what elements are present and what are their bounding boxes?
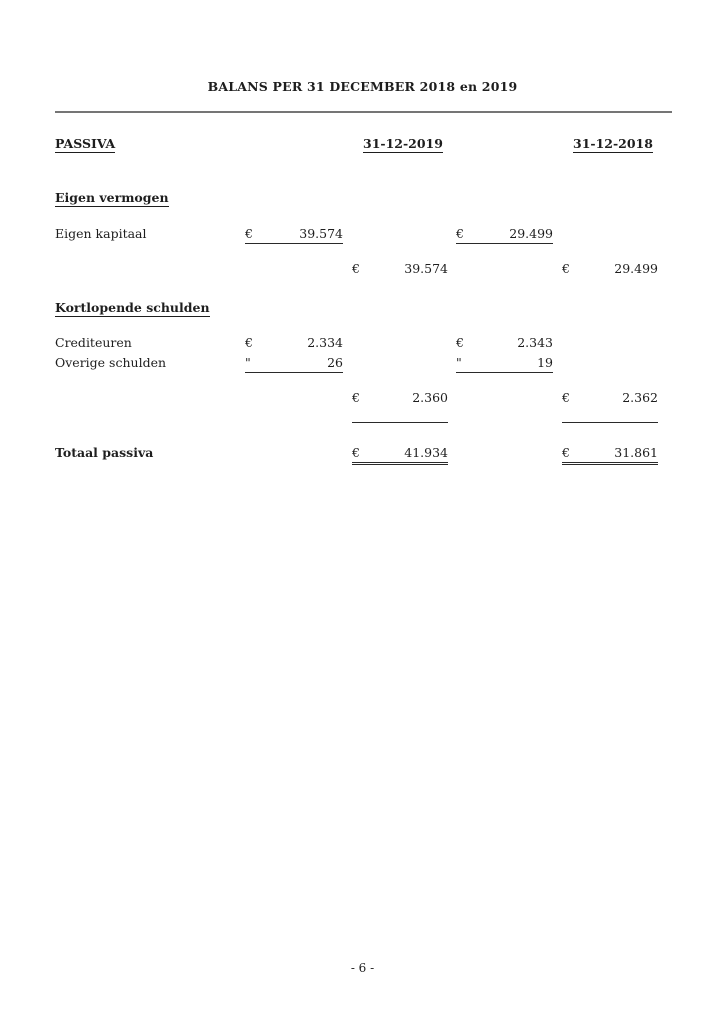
amount-value: 2.343 [517,335,553,350]
amount-value: 39.574 [404,261,448,276]
amount-value: 29.499 [509,226,553,241]
currency-symbol: € [352,445,360,460]
ditto-symbol: " [245,355,251,370]
section-eigen-vermogen-title-row [0,190,725,208]
amount-2019-detail [245,355,343,373]
table-row-eigen-kapitaal [0,226,725,244]
amount-value: 2.362 [622,390,658,405]
total-2019 [352,445,448,465]
row-label: Eigen kapitaal [55,226,147,241]
subtotal-2019 [352,390,448,405]
column-header-row [0,136,725,154]
row-label: Overige schulden [55,355,167,370]
amount-value: 19 [537,355,553,370]
page-title: BALANS PER 31 DECEMBER 2018 en 2019 [207,79,518,94]
amount-value: 31.861 [614,445,658,460]
amount-value: 39.574 [299,226,343,241]
subtotal-2018 [562,261,658,276]
subtotal-2019 [352,261,448,276]
currency-symbol: € [245,335,253,350]
total-2018 [562,445,658,465]
amount-2018-detail [456,355,553,373]
amount-value: 2.360 [412,390,448,405]
table-row-crediteuren [0,335,725,353]
page-number: - 6 - [350,961,375,975]
section-kortlopende-schulden-title-row [0,300,725,318]
subtotal-row-eigen-vermogen [0,261,725,279]
column-header-2019: 31-12-2019 [363,136,443,151]
amount-value: 29.499 [614,261,658,276]
header-rule [55,111,672,113]
currency-symbol: € [352,261,360,276]
ditto-symbol: " [456,355,462,370]
currency-symbol: € [456,226,464,241]
currency-symbol: € [245,226,253,241]
amount-2019-detail [245,226,343,244]
currency-symbol: € [562,445,570,460]
amount-2019-detail [245,335,343,350]
section-title: Eigen vermogen [55,190,169,205]
amount-value: 26 [327,355,343,370]
total-label: Totaal passiva [55,445,154,460]
sum-line-2019 [352,422,448,423]
currency-symbol: € [456,335,464,350]
column-header-2018: 31-12-2018 [573,136,653,151]
subtotal-2018 [562,390,658,405]
total-row [0,445,725,463]
amount-2018-detail [456,335,553,350]
currency-symbol: € [352,390,360,405]
amount-value: 41.934 [404,445,448,460]
table-row-overige-schulden [0,355,725,373]
currency-symbol: € [562,261,570,276]
passiva-heading: PASSIVA [55,136,116,151]
row-label: Crediteuren [55,335,132,350]
amount-value: 2.334 [307,335,343,350]
amount-2018-detail [456,226,553,244]
currency-symbol: € [562,390,570,405]
subtotal-row-kortlopende-schulden [0,390,725,408]
sum-line-2018 [562,422,658,423]
section-title: Kortlopende schulden [55,300,210,315]
